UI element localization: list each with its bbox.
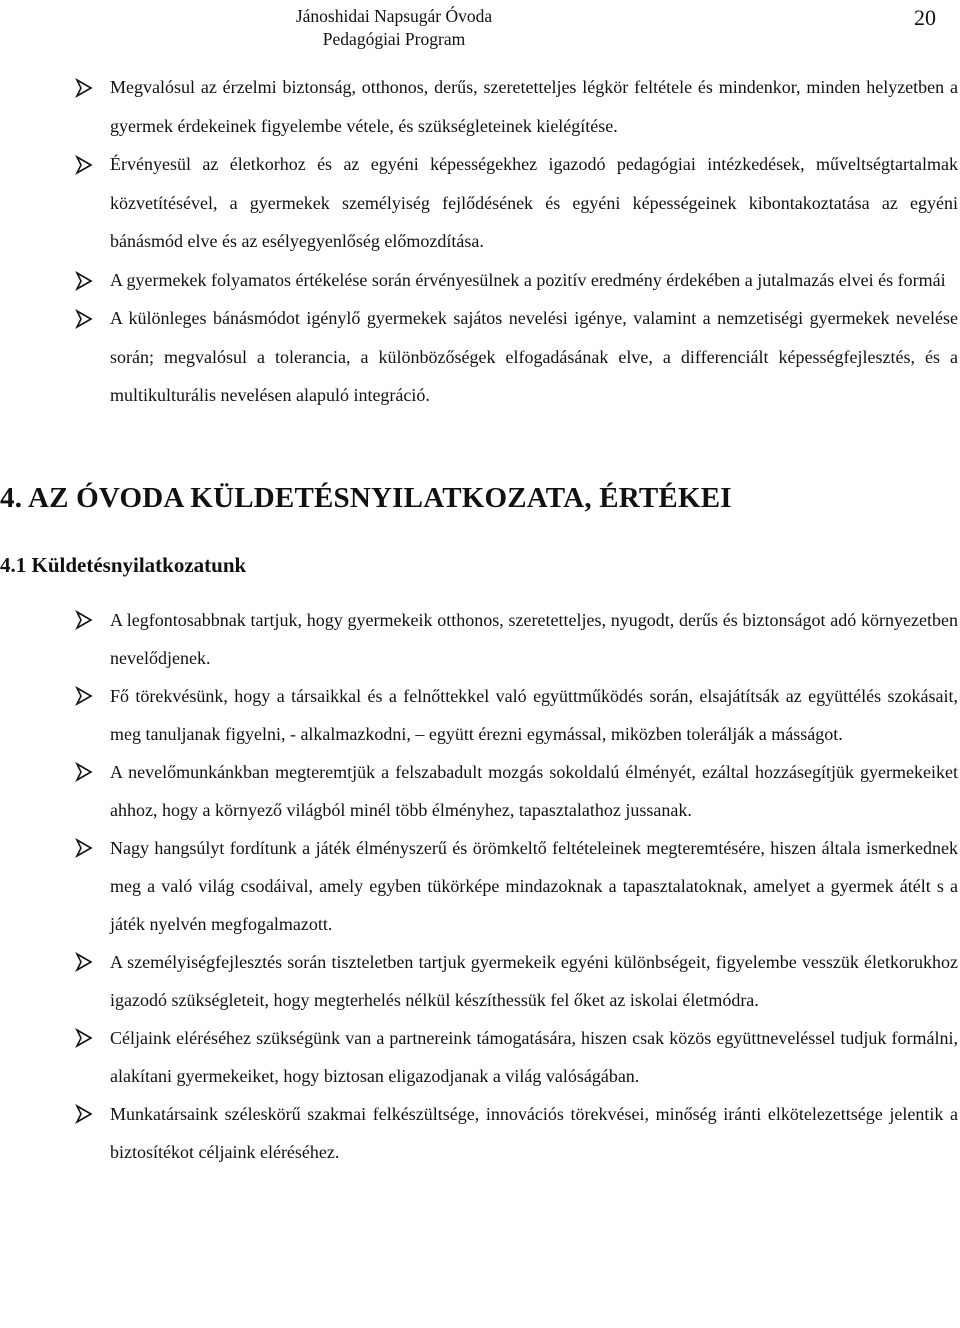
list-item xyxy=(0,601,960,677)
page-header xyxy=(0,0,960,56)
list-item xyxy=(0,299,960,415)
arrowhead-bullet-icon xyxy=(74,1104,94,1124)
section-heading: 4. AZ ÓVODA KÜLDETÉSNYILATKOZATA, ÉRTÉKEI xyxy=(0,482,732,514)
arrowhead-bullet-icon xyxy=(74,838,94,858)
arrowhead-bullet-icon xyxy=(74,686,94,706)
arrowhead-bullet-icon xyxy=(74,309,94,329)
list-item-text: A gyermekek folyamatos értékelése során érvényesülnek a pozitív eredmény érdekében a jutalmazás elvei és formái xyxy=(110,269,946,290)
list-item xyxy=(0,68,960,145)
page-number: 20 xyxy=(914,5,936,30)
goals-list xyxy=(0,68,960,415)
list-item-text: Fő törekvésünk, hogy a társaikkal és a felnőttekkel való együttműködés során, elsajátítsák az együttélés szokásait, meg tanuljanak figyelni, - alkalmazkodni, – együtt érezni egymással, miközben tolerálják a másságot. xyxy=(110,686,958,744)
list-item-text: Céljaink eléréséhez szükségünk van a partnereink támogatására, hiszen csak közös együttneveléssel tudjuk formálni, alakítani gyermekeiket, hogy biztosan eligazodjanak a világ valóságában. xyxy=(110,1028,958,1086)
list-item xyxy=(0,677,960,753)
list-item xyxy=(0,1095,960,1171)
subsection-heading: 4.1 Küldetésnyilatkozatunk xyxy=(0,553,247,577)
list-item xyxy=(0,753,960,829)
arrowhead-bullet-icon xyxy=(74,610,94,630)
list-item xyxy=(0,829,960,943)
list-item-text: Munkatársaink széleskörű szakmai felkészültsége, innovációs törekvései, minőség iránti elkötelezettsége jelentik a biztosítékot céljaink eléréséhez. xyxy=(110,1104,958,1162)
arrowhead-bullet-icon xyxy=(74,762,94,782)
header-lines xyxy=(229,5,559,51)
list-item-text: Megvalósul az érzelmi biztonság, otthonos, derűs, szeretetteljes légkör feltétele és mindenkor, minden helyzetben a gyermek érdekeinek figyelembe vétele, és szükségleteinek kielégítése. xyxy=(110,77,958,136)
list-item-text: A nevelőmunkánkban megteremtjük a felszabadult mozgás sokoldalú élményét, ezáltal hozzásegítjük gyermekeiket ahhoz, hogy a környező világból minél több élményhez, tapasztalathoz jussanak. xyxy=(110,762,958,820)
list-item-text: Érvényesül az életkorhoz és az egyéni képességekhez igazodó pedagógiai intézkedések, műveltségtartalmak közvetítésével, a gyermekek személyiség fejlődésének és egyéni képességeinek kibontakoztatása az egyéni bánásmód elve és az esélyegyenlőség előmozdítása. xyxy=(110,154,958,251)
list-item xyxy=(0,145,960,261)
list-item xyxy=(0,943,960,1019)
list-item xyxy=(0,1019,960,1095)
arrowhead-bullet-icon xyxy=(74,78,94,98)
arrowhead-bullet-icon xyxy=(74,952,94,972)
list-item-text: A különleges bánásmódot igénylő gyermekek sajátos nevelési igénye, valamint a nemzetiségi gyermekek nevelése során; megvalósul a tolerancia, a különbözőségek elfogadásának elve, a differenciált képességfejlesztés, és a multikulturális nevelésen alapuló integráció. xyxy=(110,308,958,405)
list-item-text: A személyiségfejlesztés során tiszteletben tartjuk gyermekeik egyéni különbségeit, figyelembe vesszük életkorukhoz igazodó szükségleteit, hogy megterhelés nélkül készíthessük fel őket az iskolai életmódra. xyxy=(110,952,958,1010)
list-item xyxy=(0,261,960,300)
arrowhead-bullet-icon xyxy=(74,1028,94,1048)
header-institution: Jánoshidai Napsugár Óvoda xyxy=(295,6,493,26)
list-item-text: Nagy hangsúlyt fordítunk a játék élményszerű és örömkeltő feltételeinek megteremtésére, hiszen általa ismerkednek meg a való világ csodáival, amely egyben tükörképe mindazoknak a tapasztalatoknak, amelyet a gyermek átélt s a játék nyelvén megfogalmazott. xyxy=(110,838,958,934)
arrowhead-bullet-icon xyxy=(74,155,94,175)
header-document-title: Pedagógiai Program xyxy=(322,29,466,49)
arrowhead-bullet-icon xyxy=(74,271,94,291)
list-item-text: A legfontosabbnak tartjuk, hogy gyermekeik otthonos, szeretetteljes, nyugodt, derűs és biztonságot adó környezetben nevelődjenek. xyxy=(110,610,958,668)
mission-list xyxy=(0,601,960,1171)
